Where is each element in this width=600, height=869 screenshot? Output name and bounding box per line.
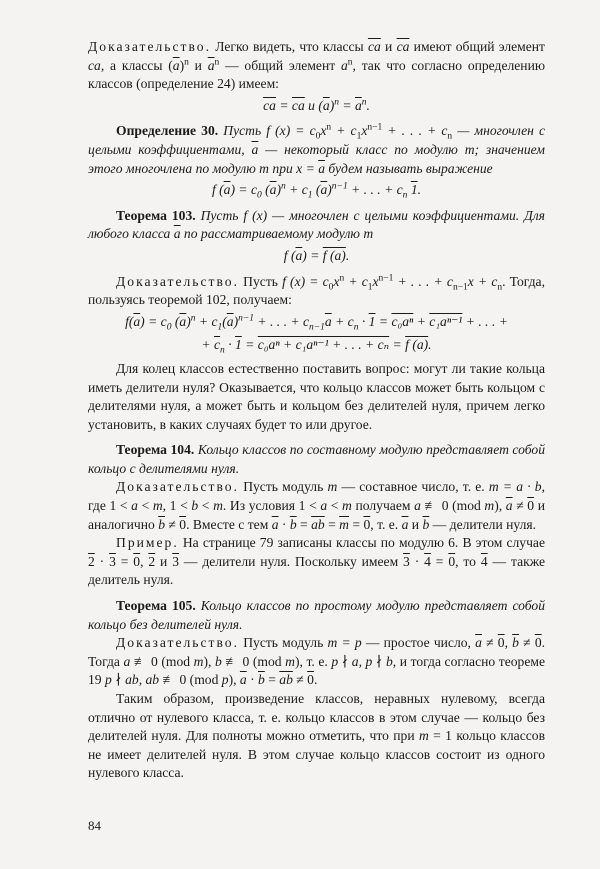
- text-run: 0: [166, 322, 172, 333]
- text-run: — также делитель нуля.: [88, 553, 545, 588]
- text-run: 0: [307, 672, 314, 688]
- text-run: ) = c: [230, 182, 257, 198]
- text-run: $\overline{a}$: [401, 516, 409, 532]
- text-run: n: [447, 132, 453, 143]
- text-run: ),: [203, 653, 215, 669]
- text-run: n: [497, 282, 503, 293]
- text-run: ): [329, 97, 335, 113]
- text-run: Доказательство.: [116, 273, 240, 289]
- text-run: n: [334, 97, 339, 108]
- text-run: $\overline{a}$: [226, 313, 234, 329]
- text-run: a: [340, 57, 348, 73]
- text-run: $\overline{a}$: [322, 97, 330, 113]
- text-run: p ∤ ab, ab: [105, 672, 160, 688]
- text-run: — многочлен с целыми коэффициентами,: [88, 123, 546, 157]
- text-run: 1: [368, 313, 376, 329]
- text-run: ),: [228, 672, 240, 688]
- formula-f3: [88, 247, 545, 266]
- text-run: и (: [304, 97, 323, 113]
- text-run: a: [123, 653, 131, 669]
- text-run: =: [296, 516, 312, 532]
- text-run: ): [276, 182, 281, 198]
- text-run: $\overline{a}$: [179, 313, 187, 329]
- text-run: Кольцо классов по простому модулю представляет собой кольцо без делителей нуля.: [88, 598, 546, 632]
- formula-f2: [88, 181, 545, 200]
- text-run: ·: [358, 313, 369, 329]
- text-run: $\overline{a}$: [318, 160, 325, 176]
- paragraph-p4: [88, 273, 545, 310]
- text-run: ≢ 0 (mod: [221, 653, 286, 669]
- text-run: Пусть модуль: [239, 479, 328, 495]
- text-run: .: [313, 672, 318, 688]
- text-run: , так что согласно определению классов (определение 24) имеем:: [88, 57, 546, 92]
- text-run: 1: [367, 282, 373, 293]
- text-run: 0: [448, 553, 456, 569]
- text-run: f (x) = c: [282, 273, 329, 289]
- text-run: Теорема 105.: [116, 598, 196, 614]
- text-run: m: [342, 498, 352, 514]
- text-run: (: [222, 313, 227, 329]
- text-run: и: [155, 553, 173, 569]
- text-run: ·: [246, 672, 259, 688]
- text-run: +: [201, 337, 214, 353]
- text-run: и: [408, 516, 423, 532]
- text-run: ca: [88, 57, 101, 73]
- text-run: $\overline{ab}$: [279, 672, 293, 688]
- formula-f1: [88, 97, 545, 116]
- text-run: =: [241, 337, 258, 353]
- text-run: f(: [125, 313, 134, 329]
- text-run: + . . . +: [462, 313, 508, 329]
- text-run: ·: [94, 553, 110, 569]
- text-run: . Вместе с тем: [186, 516, 272, 532]
- text-run: 0: [534, 635, 542, 651]
- text-run: (: [261, 182, 270, 198]
- formula-f4: [88, 313, 545, 332]
- text-run: +: [413, 313, 430, 329]
- text-run: $\overline{a}$: [251, 141, 259, 157]
- text-run: , а классы (: [100, 57, 173, 73]
- text-run: f (: [211, 182, 224, 198]
- text-run: Доказательство.: [116, 635, 240, 651]
- text-run: Таким образом, произведение классов, неравных нулевому, всегда отлично от нулевого класса, т. е. кольцо классов в этом случае — кольцо без делителей нуля. Для полноты можно отметить, что при: [88, 691, 545, 744]
- text-run: Для колец классов естественно поставить вопрос: могут ли такие кольца иметь делители нуля? Оказывается, что кольцо классов может быть кольцом с делителями нуля, а может быть и кольцом без делителей нуля, причем легко установить, в каких случаях будет то или другое.: [88, 360, 545, 432]
- text-run: b: [191, 498, 199, 514]
- text-run: $\overline{ca}$: [291, 97, 305, 113]
- text-run: получаем: [351, 498, 415, 514]
- text-run: n: [353, 322, 359, 333]
- text-run: $\overline{b}$: [422, 516, 430, 532]
- text-run: (: [171, 313, 180, 329]
- paragraph-p3: [88, 207, 545, 244]
- text-run: ), т. е.: [294, 653, 332, 669]
- text-run: , где 1 <: [88, 479, 546, 514]
- paragraph-p8: [88, 534, 545, 590]
- text-run: Теорема 103.: [116, 207, 196, 223]
- text-run: $\overline{ca}$: [263, 97, 276, 113]
- text-run: =: [324, 516, 340, 532]
- text-run: n: [361, 97, 367, 108]
- text-run: (: [312, 182, 321, 198]
- text-run: <: [198, 498, 214, 514]
- text-run: $\overline{a}$: [320, 182, 328, 198]
- text-run: a: [320, 498, 328, 514]
- text-run: n−1: [367, 122, 383, 133]
- text-run: 0: [328, 282, 334, 293]
- text-run: ) = c: [140, 313, 167, 329]
- text-run: Пусть f (x) = c: [218, 123, 316, 139]
- text-run: ≢ 0 (mod: [130, 653, 194, 669]
- text-run: ≠: [292, 672, 308, 688]
- text-run: n−1: [238, 313, 255, 324]
- text-run: , 1 <: [162, 498, 192, 514]
- text-run: $\overline{a}$: [173, 226, 181, 242]
- text-run: ): [233, 313, 239, 329]
- text-run: $\overline{a}$: [324, 313, 332, 329]
- text-run: , то: [455, 553, 481, 569]
- text-run: + c: [331, 123, 357, 139]
- text-run: p: [221, 672, 229, 688]
- text-run: + c: [331, 313, 354, 329]
- text-run: 0: [527, 498, 535, 514]
- text-run: Определение 30.: [116, 123, 219, 139]
- text-run: =: [115, 553, 134, 569]
- text-run: =: [275, 97, 292, 113]
- text-run: и: [188, 57, 208, 73]
- text-run: 4: [480, 553, 488, 569]
- text-run: Теорема 104.: [116, 442, 195, 458]
- text-run: ≢ 0 (mod: [420, 498, 485, 514]
- text-run: x: [320, 123, 327, 139]
- text-run: =: [375, 313, 392, 329]
- text-run: n: [339, 273, 345, 283]
- text-run: ≠: [481, 635, 498, 651]
- text-run: x: [372, 273, 379, 289]
- text-run: c₀aⁿ + c₁aⁿ⁻¹ + . . . + cₙ: [257, 337, 390, 353]
- text-run: ≠: [165, 516, 180, 532]
- text-run: $\overline{c}$: [214, 337, 221, 353]
- text-run: , т. е.: [370, 516, 402, 532]
- text-run: + . . . + c: [254, 313, 309, 329]
- text-run: $\overline{a}$: [133, 313, 141, 329]
- text-run: 1: [235, 337, 242, 353]
- text-run: n: [220, 346, 225, 357]
- text-run: + . . . + c: [382, 123, 448, 139]
- text-run: 2: [148, 553, 156, 569]
- text-run: n: [402, 190, 408, 201]
- text-run: 1: [217, 322, 223, 333]
- text-run: $\overline{ca}$: [367, 39, 381, 54]
- text-run: 0: [497, 635, 505, 651]
- text-run: $\overline{a}$: [172, 57, 180, 73]
- text-run: и аналогично: [88, 498, 545, 532]
- paragraph-p7: [88, 478, 545, 534]
- text-run: n: [347, 57, 353, 68]
- text-run: p ∤ a, p ∤ b: [331, 653, 393, 669]
- text-run: c₀aⁿ: [391, 313, 414, 329]
- text-run: Легко видеть, что классы: [211, 39, 368, 54]
- text-run: — общий элемент: [219, 57, 341, 73]
- text-run: a: [131, 498, 138, 514]
- text-run: ,: [504, 635, 513, 651]
- text-run: $\overline{m}$: [339, 516, 349, 532]
- text-run: + c: [195, 313, 218, 329]
- text-run: будем называть выражение: [324, 160, 493, 176]
- text-run: =: [389, 337, 406, 353]
- text-run: ,: [140, 553, 149, 569]
- text-run: x: [333, 273, 340, 289]
- paragraph-p10: [88, 634, 545, 690]
- text-run: n: [281, 181, 286, 192]
- text-run: 0: [315, 132, 321, 143]
- text-run: Кольцо классов по составному модулю представляет собой кольцо с делителями нуля.: [88, 442, 546, 476]
- text-run: 0: [133, 553, 141, 569]
- text-run: m: [484, 498, 495, 514]
- text-run: $\overline{a}$: [239, 672, 247, 688]
- text-run: n−1: [308, 322, 325, 333]
- text-run: ≠: [518, 635, 535, 651]
- text-run: m: [213, 498, 223, 514]
- text-run: и: [380, 39, 397, 54]
- text-run: $\overline{ab}$: [311, 516, 325, 532]
- text-run: — некоторый класс по модулю m; значением этого многочлена по модулю m при x =: [88, 141, 545, 176]
- text-run: $\overline{a}$: [269, 182, 277, 198]
- text-run: Пусть модуль: [239, 635, 328, 651]
- text-run: =: [349, 516, 364, 532]
- text-run: 0: [256, 190, 262, 201]
- text-run: n: [214, 57, 220, 68]
- text-run: f (a): [322, 247, 346, 263]
- text-run: Доказательство.: [116, 479, 240, 495]
- text-run: + . . . + c: [347, 182, 403, 198]
- text-run: + . . . + c: [393, 273, 453, 289]
- text-run: n−1: [331, 181, 348, 192]
- text-run: $\overline{a}$: [505, 498, 513, 514]
- text-run: , и тогда согласно теореме 19: [88, 653, 546, 688]
- text-run: + c: [344, 273, 368, 289]
- text-run: Пусть f (x) — многочлен с целыми коэффициентами. Для любого класса: [88, 207, 546, 242]
- text-run: $\overline{a}$: [271, 516, 279, 532]
- text-run: — делители нуля.: [429, 516, 537, 532]
- text-run: ),: [494, 498, 506, 514]
- text-run: Доказательство.: [88, 39, 212, 54]
- text-run: — делители нуля. Поскольку имеем: [179, 553, 404, 569]
- text-run: =: [338, 97, 355, 113]
- text-run: f (a): [405, 337, 429, 353]
- text-run: m = p: [327, 635, 362, 651]
- text-run: ≢ 0 (mod: [159, 672, 222, 688]
- text-run: 0: [363, 516, 371, 532]
- text-run: ≠: [512, 498, 528, 514]
- text-run: . Из условия 1 <: [222, 498, 321, 514]
- text-run: c₁aⁿ⁻¹: [429, 313, 463, 329]
- text-run: =: [264, 672, 280, 688]
- text-run: 1: [356, 132, 362, 143]
- text-run: $\overline{ca}$: [396, 39, 410, 54]
- paragraph-p1: [88, 38, 545, 94]
- text-run: $\overline{b}$: [512, 635, 519, 651]
- text-run: . Тогда: [88, 635, 546, 669]
- text-run: 1: [307, 190, 313, 201]
- text-run: ): [179, 57, 185, 73]
- text-run: Пусть: [239, 273, 283, 289]
- text-run: 0: [179, 516, 187, 532]
- text-run: ) =: [302, 247, 323, 263]
- text-run: $\overline{a}$: [475, 635, 482, 651]
- text-run: $\overline{b}$: [289, 516, 297, 532]
- text-run: x: [361, 123, 368, 139]
- text-run: .: [366, 97, 370, 113]
- text-run: ): [186, 313, 191, 329]
- text-run: 1: [410, 182, 418, 198]
- text-run: 3: [109, 553, 116, 569]
- text-run: 2: [88, 553, 95, 569]
- text-run: .: [417, 182, 422, 198]
- text-run: m: [193, 653, 204, 669]
- text-run: Пример.: [116, 535, 179, 551]
- text-run: — составное число, т. е.: [337, 479, 489, 495]
- text-run: n: [326, 122, 332, 133]
- text-run: $\overline{b}$: [258, 672, 265, 688]
- text-run: a: [414, 498, 421, 514]
- page-number: 84: [88, 818, 101, 833]
- text-run: b: [214, 653, 222, 669]
- text-run: + c: [285, 182, 308, 198]
- text-run: .: [345, 247, 350, 263]
- text-run: <: [327, 498, 343, 514]
- text-run: m: [327, 479, 338, 495]
- text-run: $\overline{a}$: [295, 247, 303, 263]
- text-run: m: [418, 728, 429, 744]
- text-run: m: [152, 498, 163, 514]
- text-run: . Тогда, пользуясь теоремой 102, получаем:: [88, 273, 545, 308]
- page-body: [88, 38, 545, 783]
- paragraph-p6: [88, 441, 545, 478]
- text-run: 3: [403, 553, 410, 569]
- text-run: $\overline{a}$: [354, 97, 362, 113]
- text-run: n−1: [452, 282, 468, 293]
- text-run: $\overline{a}$: [207, 57, 215, 73]
- text-run: = 1 кольцо классов не имеет делителей нуля. В этом случае кольцо классов состоит из одного нулевого класса.: [88, 728, 545, 781]
- text-run: m: [285, 653, 295, 669]
- text-run: ·: [278, 516, 290, 532]
- text-run: 3: [172, 553, 179, 569]
- text-run: ): [327, 182, 332, 198]
- text-run: f (: [283, 247, 296, 263]
- text-run: n−1: [378, 273, 394, 283]
- text-run: $\overline{a}$: [223, 182, 231, 198]
- paragraph-p9: [88, 597, 545, 634]
- text-run: ·: [224, 337, 235, 353]
- text-run: .: [428, 337, 432, 353]
- text-run: m = a · b: [488, 479, 542, 495]
- text-run: =: [430, 553, 449, 569]
- text-run: На странице 79 записаны классы по модулю 6. В этом случае: [178, 535, 545, 551]
- text-run: 4: [424, 553, 431, 569]
- formula-f5: [88, 336, 545, 355]
- text-run: x + c: [467, 273, 498, 289]
- text-run: ·: [409, 553, 425, 569]
- text-run: — простое число,: [361, 635, 476, 651]
- paragraph-p5: [88, 360, 545, 434]
- text-run: n: [190, 313, 196, 324]
- text-run: <: [137, 498, 153, 514]
- text-run: n: [184, 57, 189, 68]
- text-run: по рассматриваемому модулю m: [180, 226, 374, 242]
- text-run: имеют общий элемент: [409, 39, 546, 54]
- paragraph-p2: [88, 122, 545, 178]
- paragraph-p11: [88, 690, 545, 783]
- text-run: $\overline{b}$: [158, 516, 165, 532]
